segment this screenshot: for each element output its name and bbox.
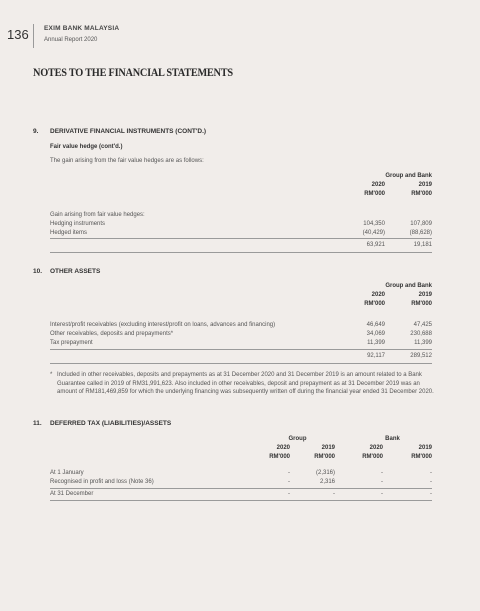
- page-number: 136: [7, 27, 29, 42]
- s11-unit-col: RM'000: [362, 454, 383, 460]
- s11-year-col: 2019: [418, 445, 432, 451]
- header-divider: [33, 24, 34, 48]
- section-10-number: 10.: [33, 268, 43, 275]
- s10-row-value-2019: 47,425: [413, 322, 432, 328]
- s11-cell: -: [430, 479, 432, 485]
- s9-unit-2020: RM'000: [364, 191, 385, 197]
- s11-cell: 2,316: [319, 479, 335, 485]
- section-9-intro: The gain arising from the fair value hedges are as follows:: [50, 158, 204, 164]
- s10-year-2020: 2020: [371, 292, 385, 298]
- s11-total-cell: -: [288, 491, 290, 497]
- s11-bank-header: Bank: [385, 436, 400, 442]
- s9-rule-top: [50, 238, 432, 239]
- s10-footnote-text: Included in other receivables, deposits and prepayments as at 31 December 2020 and 31 December 2019 is an amount related to a Bank Guarantee called in 2019 of RM31,991,623. Also included in other receivables, deposit and prepayment as at 31 December 2019 was an amount of RM181,469,859 for which the underlying financing was subsequently written off during the financial year ended 31 December 2020.: [57, 372, 434, 396]
- s11-year-col: 2020: [369, 445, 383, 451]
- s10-unit-2020: RM'000: [364, 301, 385, 307]
- s10-row-value-2019: 230,688: [410, 331, 432, 337]
- s9-rule-bottom: [50, 252, 432, 253]
- s9-total-2019: 19,181: [413, 242, 432, 248]
- bank-name: EXIM BANK MALAYSIA: [44, 25, 120, 32]
- s9-row-value-2019: (88,628): [409, 230, 432, 236]
- s9-row-value-2020: (40,429): [362, 230, 385, 236]
- s11-group-header: Group: [288, 436, 307, 442]
- s10-footnote-marker: *: [50, 372, 53, 378]
- s11-cell: -: [288, 479, 290, 485]
- s11-unit-col: RM'000: [411, 454, 432, 460]
- s11-cell: -: [430, 470, 432, 476]
- section-11-title: DEFERRED TAX (LIABILITIES)/ASSETS: [50, 420, 172, 427]
- section-9-number: 9.: [33, 128, 39, 135]
- s9-caption: Gain arising from fair value hedges:: [50, 212, 145, 218]
- s11-total-cell: -: [381, 491, 383, 497]
- s11-cell: -: [381, 470, 383, 476]
- s11-row-label: Recognised in profit and loss (Note 36): [50, 479, 154, 485]
- s10-rule-top: [50, 349, 432, 350]
- section-9-subheading: Fair value hedge (cont'd.): [50, 144, 123, 150]
- s10-row-label: Tax prepayment: [50, 340, 93, 346]
- s10-row-value-2020: 46,649: [366, 322, 385, 328]
- s11-rule-top: [50, 488, 432, 489]
- s11-total-label: At 31 December: [50, 491, 94, 497]
- section-10-title: OTHER ASSETS: [50, 268, 101, 275]
- s9-row-value-2019: 107,809: [410, 221, 432, 227]
- s11-cell: (2,316): [315, 470, 335, 476]
- s11-unit-col: RM'000: [314, 454, 335, 460]
- notes-title: NOTES TO THE FINANCIAL STATEMENTS: [33, 65, 233, 79]
- s10-group-header: Group and Bank: [385, 283, 432, 289]
- s10-total-2020: 92,117: [367, 353, 385, 359]
- s11-row-label: At 1 January: [50, 470, 84, 476]
- s11-unit-col: RM'000: [269, 454, 290, 460]
- s9-year-2019: 2019: [418, 182, 432, 188]
- s10-year-2019: 2019: [418, 292, 432, 298]
- s11-total-cell: -: [333, 491, 335, 497]
- section-11-number: 11.: [33, 420, 42, 427]
- s11-cell: -: [288, 470, 290, 476]
- s9-row-label: Hedged items: [50, 230, 88, 236]
- s10-total-2019: 289,512: [410, 353, 432, 359]
- s9-row-label: Hedging instruments: [50, 221, 106, 227]
- s10-row-label: Interest/profit receivables (excluding interest/profit on loans, advances and financing): [50, 322, 276, 328]
- s11-cell: -: [381, 479, 383, 485]
- s10-row-value-2019: 11,399: [414, 340, 432, 346]
- s10-unit-2019: RM'000: [411, 301, 432, 307]
- s10-row-value-2020: 11,399: [367, 340, 385, 346]
- s10-row-label: Other receivables, deposits and prepayments*: [50, 331, 174, 337]
- s11-year-col: 2020: [276, 445, 290, 451]
- report-title: Annual Report 2020: [44, 37, 98, 43]
- s9-year-2020: 2020: [371, 182, 385, 188]
- s9-unit-2019: RM'000: [411, 191, 432, 197]
- s10-row-value-2020: 34,069: [366, 331, 385, 337]
- s11-rule-bottom: [50, 500, 432, 501]
- s9-row-value-2020: 104,350: [363, 221, 385, 227]
- s11-year-col: 2019: [321, 445, 335, 451]
- s9-group-header: Group and Bank: [385, 173, 432, 179]
- s11-total-cell: -: [430, 491, 432, 497]
- section-9-title: DERIVATIVE FINANCIAL INSTRUMENTS (CONT'D.): [50, 128, 207, 135]
- s10-rule-bottom: [50, 363, 432, 364]
- s9-total-2020: 63,921: [366, 242, 385, 248]
